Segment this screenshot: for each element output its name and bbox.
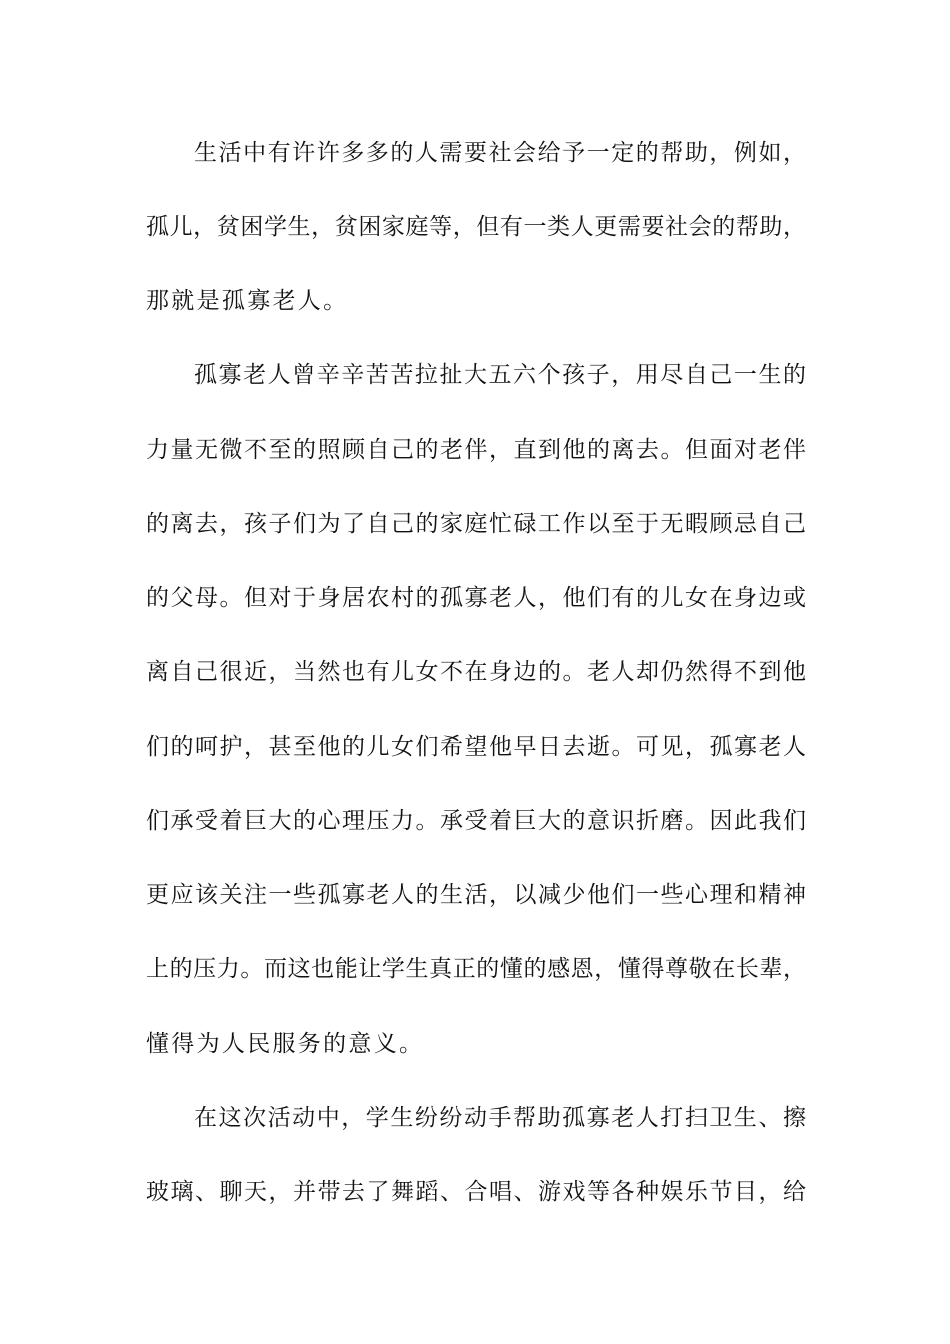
text-line: 力量无微不至的照顾自己的老伴，直到他的离去。但面对老伴 (146, 437, 806, 463)
text-line: 上的压力。而这也能让学生真正的懂的感恩，懂得尊敬在长辈， (146, 956, 806, 982)
text-line: 们承受着巨大的心理压力。承受着巨大的意识折磨。因此我们 (146, 808, 806, 834)
text-line: 们的呵护，甚至他的儿女们希望他早日去逝。可见，孤寡老人 (146, 734, 806, 760)
text-line: 离自己很近，当然也有儿女不在身边的。老人却仍然得不到他 (146, 659, 806, 685)
text-line: 孤儿，贫困学生，贫困家庭等，但有一类人更需要社会的帮助， (146, 214, 806, 240)
text-line: 孤寡老人曾辛辛苦苦拉扯大五六个孩子，用尽自己一生的 (194, 362, 806, 388)
text-line: 的父母。但对于身居农村的孤寡老人，他们有的儿女在身边或 (146, 585, 806, 611)
text-line: 的离去，孩子们为了自己的家庭忙碌工作以至于无暇顾忌自己 (146, 511, 806, 537)
text-line: 玻璃、聊天，并带去了舞蹈、合唱、游戏等各种娱乐节目，给 (146, 1179, 806, 1205)
text-line: 懂得为人民服务的意义。 (146, 1031, 425, 1057)
text-line: 在这次活动中，学生纷纷动手帮助孤寡老人打扫卫生、擦 (194, 1105, 806, 1131)
text-line: 那就是孤寡老人。 (146, 288, 349, 314)
text-line: 更应该关注一些孤寡老人的生活，以减少他们一些心理和精神 (146, 882, 806, 908)
text-line: 生活中有许许多多的人需要社会给予一定的帮助，例如， (194, 140, 806, 166)
